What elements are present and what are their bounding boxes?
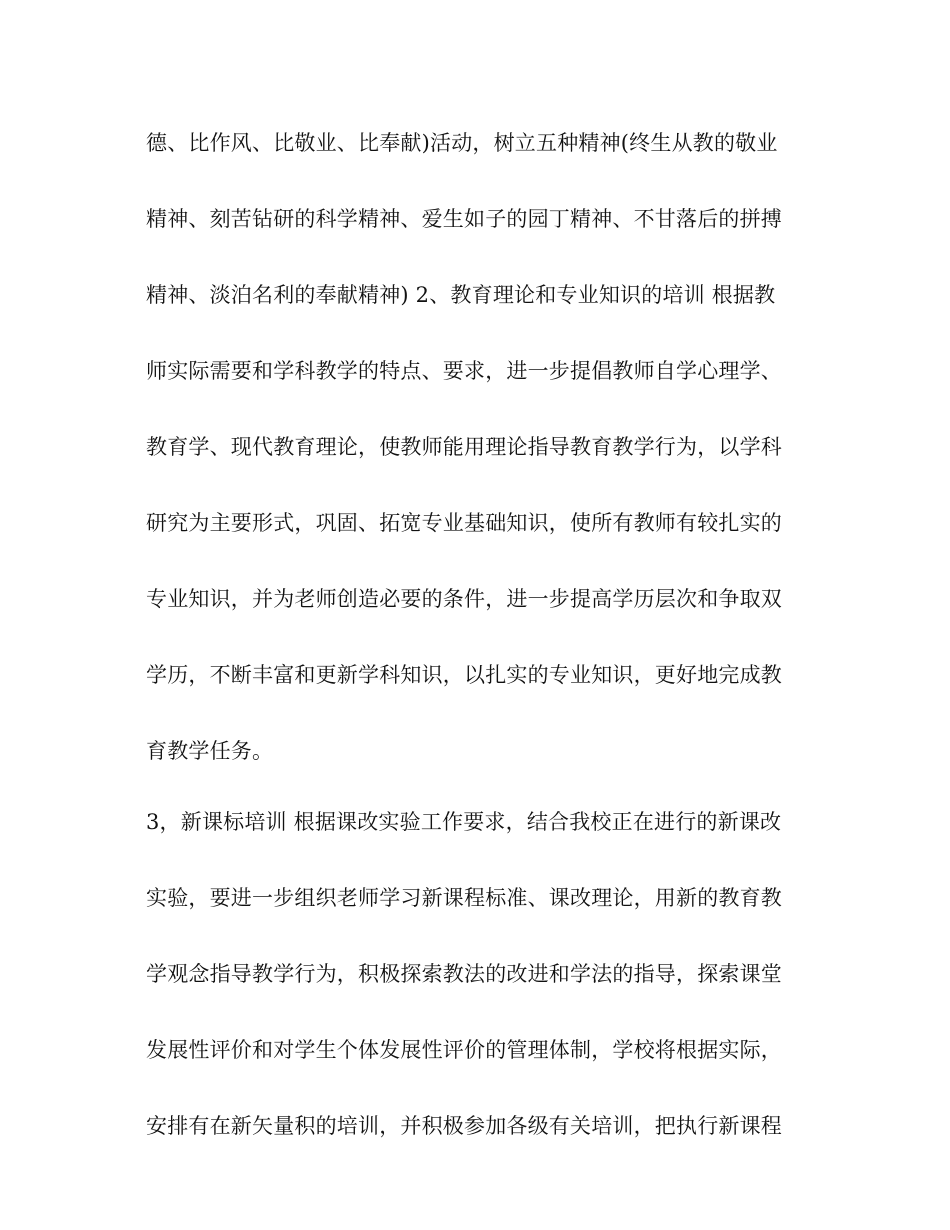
text-line: 研究为主要形式，巩固、拓宽专业基础知识，使所有教师有较扎实的 xyxy=(146,511,782,535)
text-line: 师实际需要和学科教学的特点、要求，进一步提倡教师自学心理学、 xyxy=(146,359,782,383)
text-line: 学历，不断丰富和更新学科知识，以扎实的专业知识，更好地完成教 xyxy=(146,663,782,687)
text-line: 3，新课标培训 根据课改实验工作要求，结合我校正在进行的新课改 xyxy=(146,810,782,834)
text-line: 学观念指导教学行为，积极探索教法的改进和学法的指导，探索课堂 xyxy=(146,962,782,986)
text-line: 专业知识，并为老师创造必要的条件，进一步提高学历层次和争取双 xyxy=(146,587,782,611)
text-line: 教育学、现代教育理论，使教师能用理论指导教育教学行为，以学科 xyxy=(146,435,782,459)
text-line: 实验，要进一步组织老师学习新课程标准、课改理论，用新的教育教 xyxy=(146,886,782,910)
text-line: 精神、刻苦钻研的科学精神、爱生如子的园丁精神、不甘落后的拼搏 xyxy=(146,207,782,231)
text-line: 发展性评价和对学生个体发展性评价的管理体制，学校将根据实际， xyxy=(146,1038,782,1062)
text-line: 育教学任务。 xyxy=(146,739,274,763)
text-line: 德、比作风、比敬业、比奉献)活动，树立五种精神(终生从教的敬业 xyxy=(146,131,778,155)
text-line: 精神、淡泊名利的奉献精神) 2、教育理论和专业知识的培训 根据教 xyxy=(146,283,776,307)
text-line: 安排有在新矢量积的培训，并积极参加各级有关培训，把执行新课程 xyxy=(146,1114,782,1138)
